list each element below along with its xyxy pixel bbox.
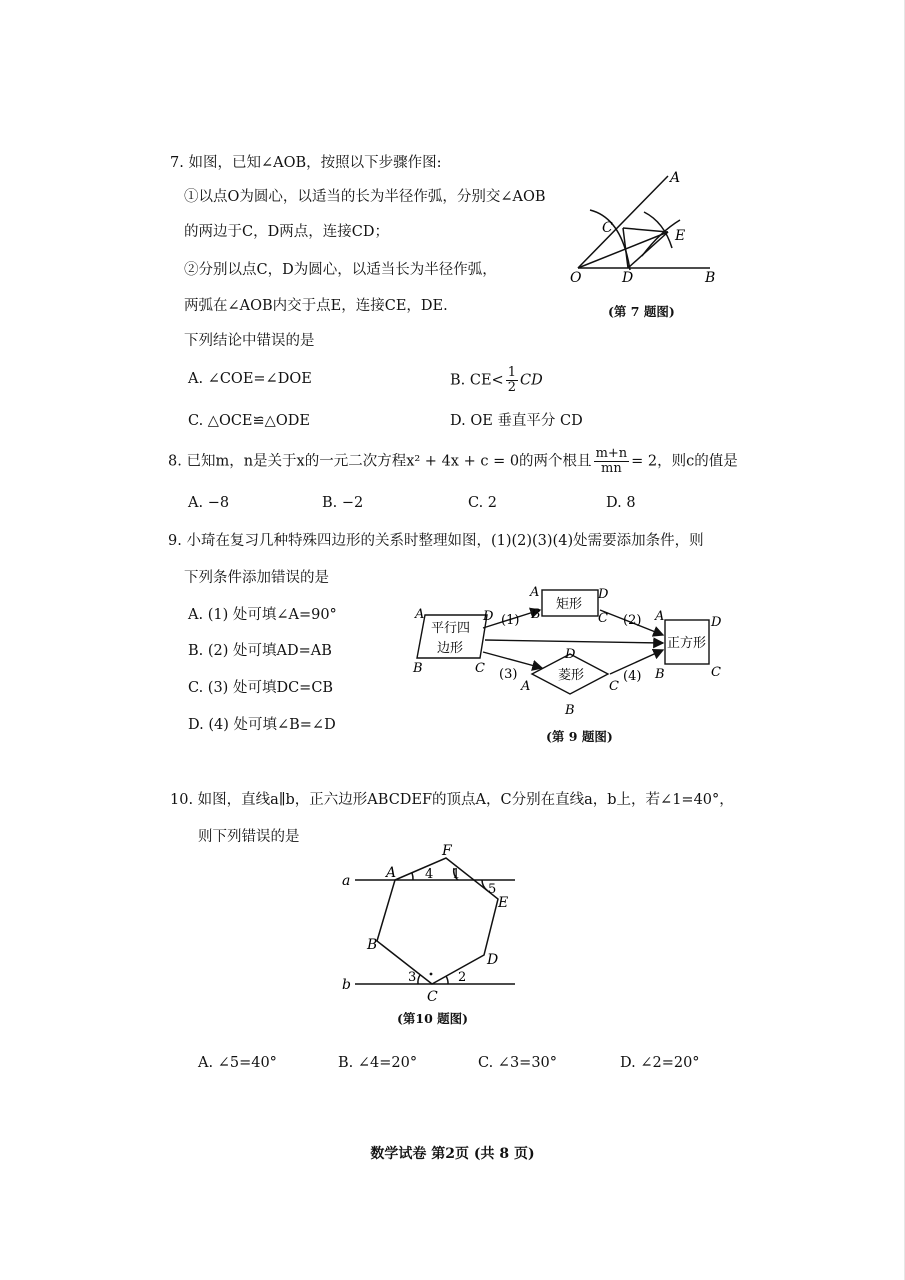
q10-angle-3: 3 <box>408 970 417 985</box>
q8-option-a: A. −8 <box>188 495 230 511</box>
q7-option-b <box>450 366 543 395</box>
q9-rhombus-d: D <box>565 647 576 662</box>
q8-stem-tail: = 2，则c的值是 <box>631 453 738 470</box>
q10-angle-5: 5 <box>488 882 497 897</box>
q10-label-vertex-e: E <box>498 895 509 911</box>
q9-rhombus-c: C <box>609 679 619 694</box>
q9-para-d: D <box>483 609 494 624</box>
q10-angle-2-arc <box>446 976 448 984</box>
q7-question: 下列结论中错误的是 <box>184 333 315 349</box>
q9-figure-caption: (第 9 题图) <box>546 729 613 744</box>
q10-label-b-line: b <box>342 977 351 993</box>
q9-arrow-3 <box>483 652 542 668</box>
q10-angle-4: 4 <box>425 867 434 882</box>
q9-para-a: A <box>415 607 425 622</box>
q7-step1-line2: 的两边于C，D两点，连接CD； <box>184 224 389 240</box>
q7-segment-ce <box>623 228 668 232</box>
q7-label-d: D <box>622 270 634 286</box>
q9-figure <box>405 580 735 725</box>
q7-figure-caption: (第 7 题图) <box>608 304 675 319</box>
q10-angle-1: 1 <box>452 867 461 882</box>
q9-parallelogram-label-1: 平行四 <box>431 621 471 636</box>
q7-step2-line1: ②分别以点C，D为圆心，以适当长为半径作弧， <box>184 262 497 278</box>
q10-label-vertex-a: A <box>386 865 397 881</box>
page-footer: 数学试卷 第2页 (共 8 页) <box>370 1146 535 1162</box>
q10-option-d: D. ∠2=20° <box>620 1055 700 1071</box>
q8-frac-numerator: m+n <box>595 446 628 461</box>
q9-parallelogram-label-2: 边形 <box>437 641 464 656</box>
q7-option-d: D. OE 垂直平分 CD <box>450 413 583 429</box>
q9-square-c: C <box>711 665 721 680</box>
q9-rhombus-label: 菱形 <box>558 668 585 683</box>
q8-stem <box>168 447 738 476</box>
q9-para-c: C <box>475 661 485 676</box>
q8-stem-text: 8. 已知m，n是关于x的一元二次方程x² + 4x + c = 0的两个根且 <box>168 453 592 470</box>
q9-rect-c: C <box>598 611 608 626</box>
q7-frac-denominator: 2 <box>507 380 516 395</box>
q9-step-1: (1) <box>501 613 520 628</box>
q7-segment-de <box>628 232 668 268</box>
q8-option-c: C. 2 <box>468 495 498 511</box>
q7-option-a: A. ∠COE=∠DOE <box>188 371 312 387</box>
q10-label-a-line: a <box>342 873 351 889</box>
q10-figure-caption: (第10 题图) <box>397 1011 469 1026</box>
q9-para-b: B <box>413 661 423 676</box>
q9-square-label: 正方形 <box>667 636 707 651</box>
q9-rect-b: B <box>531 607 541 622</box>
q9-rhombus-b: B <box>565 703 575 718</box>
q7-label-a: A <box>670 170 681 186</box>
q9-square-d: D <box>711 615 722 630</box>
q7-frac-numerator: 1 <box>507 365 516 380</box>
q8-option-b: B. −2 <box>322 495 364 511</box>
q10-angle-4-arc <box>412 873 413 880</box>
q7-step1-line1: ①以点O为圆心，以适当的长为半径作弧，分别交∠AOB <box>184 189 546 205</box>
q7-label-o: O <box>570 270 582 286</box>
q9-option-a: A. (1) 处可填∠A=90° <box>188 607 337 623</box>
q9-rect-a: A <box>530 585 540 600</box>
q9-option-d: D. (4) 处可填∠B=∠D <box>188 717 336 733</box>
q7-figure <box>560 160 730 290</box>
q7-label-b: B <box>705 270 716 286</box>
q7-stem: 7. 如图，已知∠AOB，按照以下步骤作图: <box>170 155 442 171</box>
q7-option-b-text: B. CE< <box>450 372 504 389</box>
q10-dot <box>430 973 433 976</box>
q10-stem-line1: 10. 如图，直线a∥b，正六边形ABCDEF的顶点A，C分别在直线a，b上，若∠1=40°， <box>170 792 734 808</box>
q9-option-c: C. (3) 处可填DC=CB <box>188 680 334 696</box>
q8-frac-denominator: mn <box>601 461 622 476</box>
q7-option-b-cd: CD <box>519 372 543 389</box>
q9-square-a: A <box>655 609 665 624</box>
q9-arrow-direct <box>485 640 663 643</box>
q7-label-e: E <box>675 228 686 244</box>
q7-step2-line2: 两弧在∠AOB内交于点E，连接CE，DE. <box>184 298 448 314</box>
q10-label-vertex-d: D <box>487 952 499 968</box>
q8-fraction <box>594 447 630 476</box>
q9-step-2: (2) <box>623 613 642 628</box>
q10-label-vertex-f: F <box>442 843 452 859</box>
q10-option-b: B. ∠4=20° <box>338 1055 418 1071</box>
q8-option-d: D. 8 <box>606 495 636 511</box>
q9-step-4: (4) <box>623 669 642 684</box>
q9-option-b: B. (2) 处可填AD=AB <box>188 643 332 659</box>
q7-option-c: C. △OCE≌△ODE <box>188 413 310 429</box>
q9-rectangle-label: 矩形 <box>556 597 583 612</box>
q9-stem-line2: 下列条件添加错误的是 <box>184 570 329 586</box>
q9-rect-d: D <box>598 587 609 602</box>
q10-angle-2: 2 <box>458 970 467 985</box>
q10-option-a: A. ∠5=40° <box>198 1055 277 1071</box>
q7-ray-oa <box>578 176 668 268</box>
q7-option-b-fraction <box>506 366 518 395</box>
q10-angle-3-arc <box>418 975 420 984</box>
q10-option-c: C. ∠3=30° <box>478 1055 558 1071</box>
q10-stem-line2: 则下列错误的是 <box>198 829 300 845</box>
q9-stem-line1: 9. 小琦在复习几种特殊四边形的关系时整理如图，(1)(2)(3)(4)处需要添加条件，则 <box>168 533 704 549</box>
q7-segment-oe <box>578 232 668 268</box>
q9-step-3: (3) <box>499 667 518 682</box>
q7-label-c: C <box>602 220 613 236</box>
q10-label-vertex-b: B <box>367 937 378 953</box>
q9-square-b: B <box>655 667 665 682</box>
q9-rhombus-a: A <box>521 679 531 694</box>
q10-label-vertex-c: C <box>427 989 438 1005</box>
q10-figure <box>330 840 530 1005</box>
